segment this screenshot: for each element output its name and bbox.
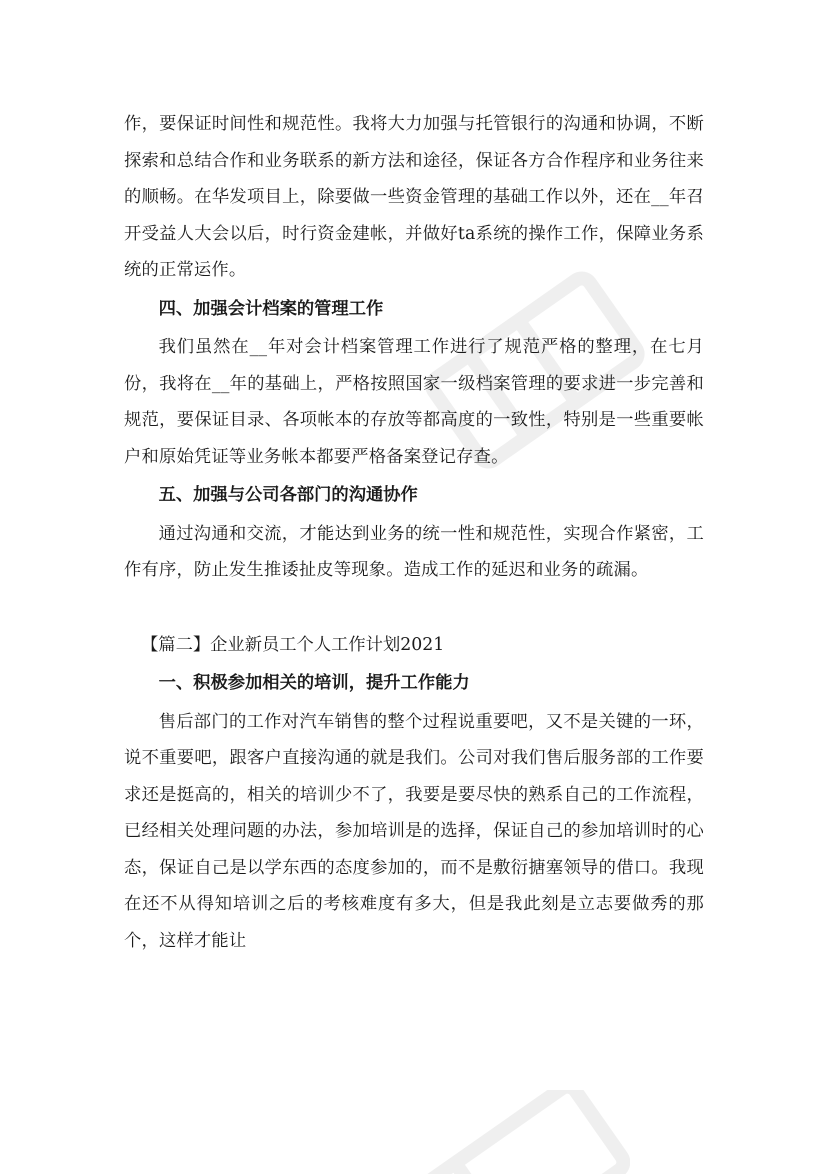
watermark-logo-bottom <box>400 1090 630 1174</box>
paragraph-communication: 通过沟通和交流，才能达到业务的统一性和规范性，实现合作紧密，工作有序，防止发生推诿扯皮等现象。造成工作的延迟和业务的疏漏。 <box>124 523 704 580</box>
section-heading-4: 四、加强会计档案的管理工作 <box>158 298 384 319</box>
paragraph-training: 售后部门的工作对汽车销售的整个过程说重要吧，又不是关键的一环，说不重要吧，跟客户直接沟通的就是我们。公司对我们售后服务部的工作要求还是挺高的，相关的培训少不了，我要是要尽快的熟系自己的工作流程，已经相关处理问题的办法，参加培训是的选择，保证自己的参加培训时的心态，保证自己是以学东西的态度参加的，而不是敷衍搪塞领导的借口。我现在还不从得知培训之后的考核难度有多大，但是我此刻是立志要做秀的那个，这样才能让 <box>124 711 704 951</box>
article-subtitle: 【篇二】企业新员工个人工作计划2021 <box>141 634 445 655</box>
section-heading-5: 五、加强与公司各部门的沟通协作 <box>158 485 418 505</box>
paragraph-continuation: 作，要保证时间性和规范性。我将大力加强与托管银行的沟通和协调，不断探索和总结合作和业务联系的新方法和途径，保证各方合作程序和业务往来的顺畅。在华发项目上，除要做一些资金管理的基础工作以外，还在__年召开受益人大会以后，时行资金建帐，并做好ta系统的操作工作，保障业务系统的正常运作。 <box>124 114 704 280</box>
document-body <box>124 106 704 959</box>
section-heading-1: 一、积极参加相关的培训，提升工作能力 <box>158 673 470 693</box>
paragraph-archive: 我们虽然在__年对会计档案管理工作进行了规范严格的整理，在七月份，我将在__年的基础上，严格按照国家一级档案管理的要求进一步完善和规范，要保证目录、各项帐本的存放等都高度的一致性，特别是一些重要帐户和原始凭证等业务帐本都要严格备案登记存查。 <box>124 337 704 467</box>
